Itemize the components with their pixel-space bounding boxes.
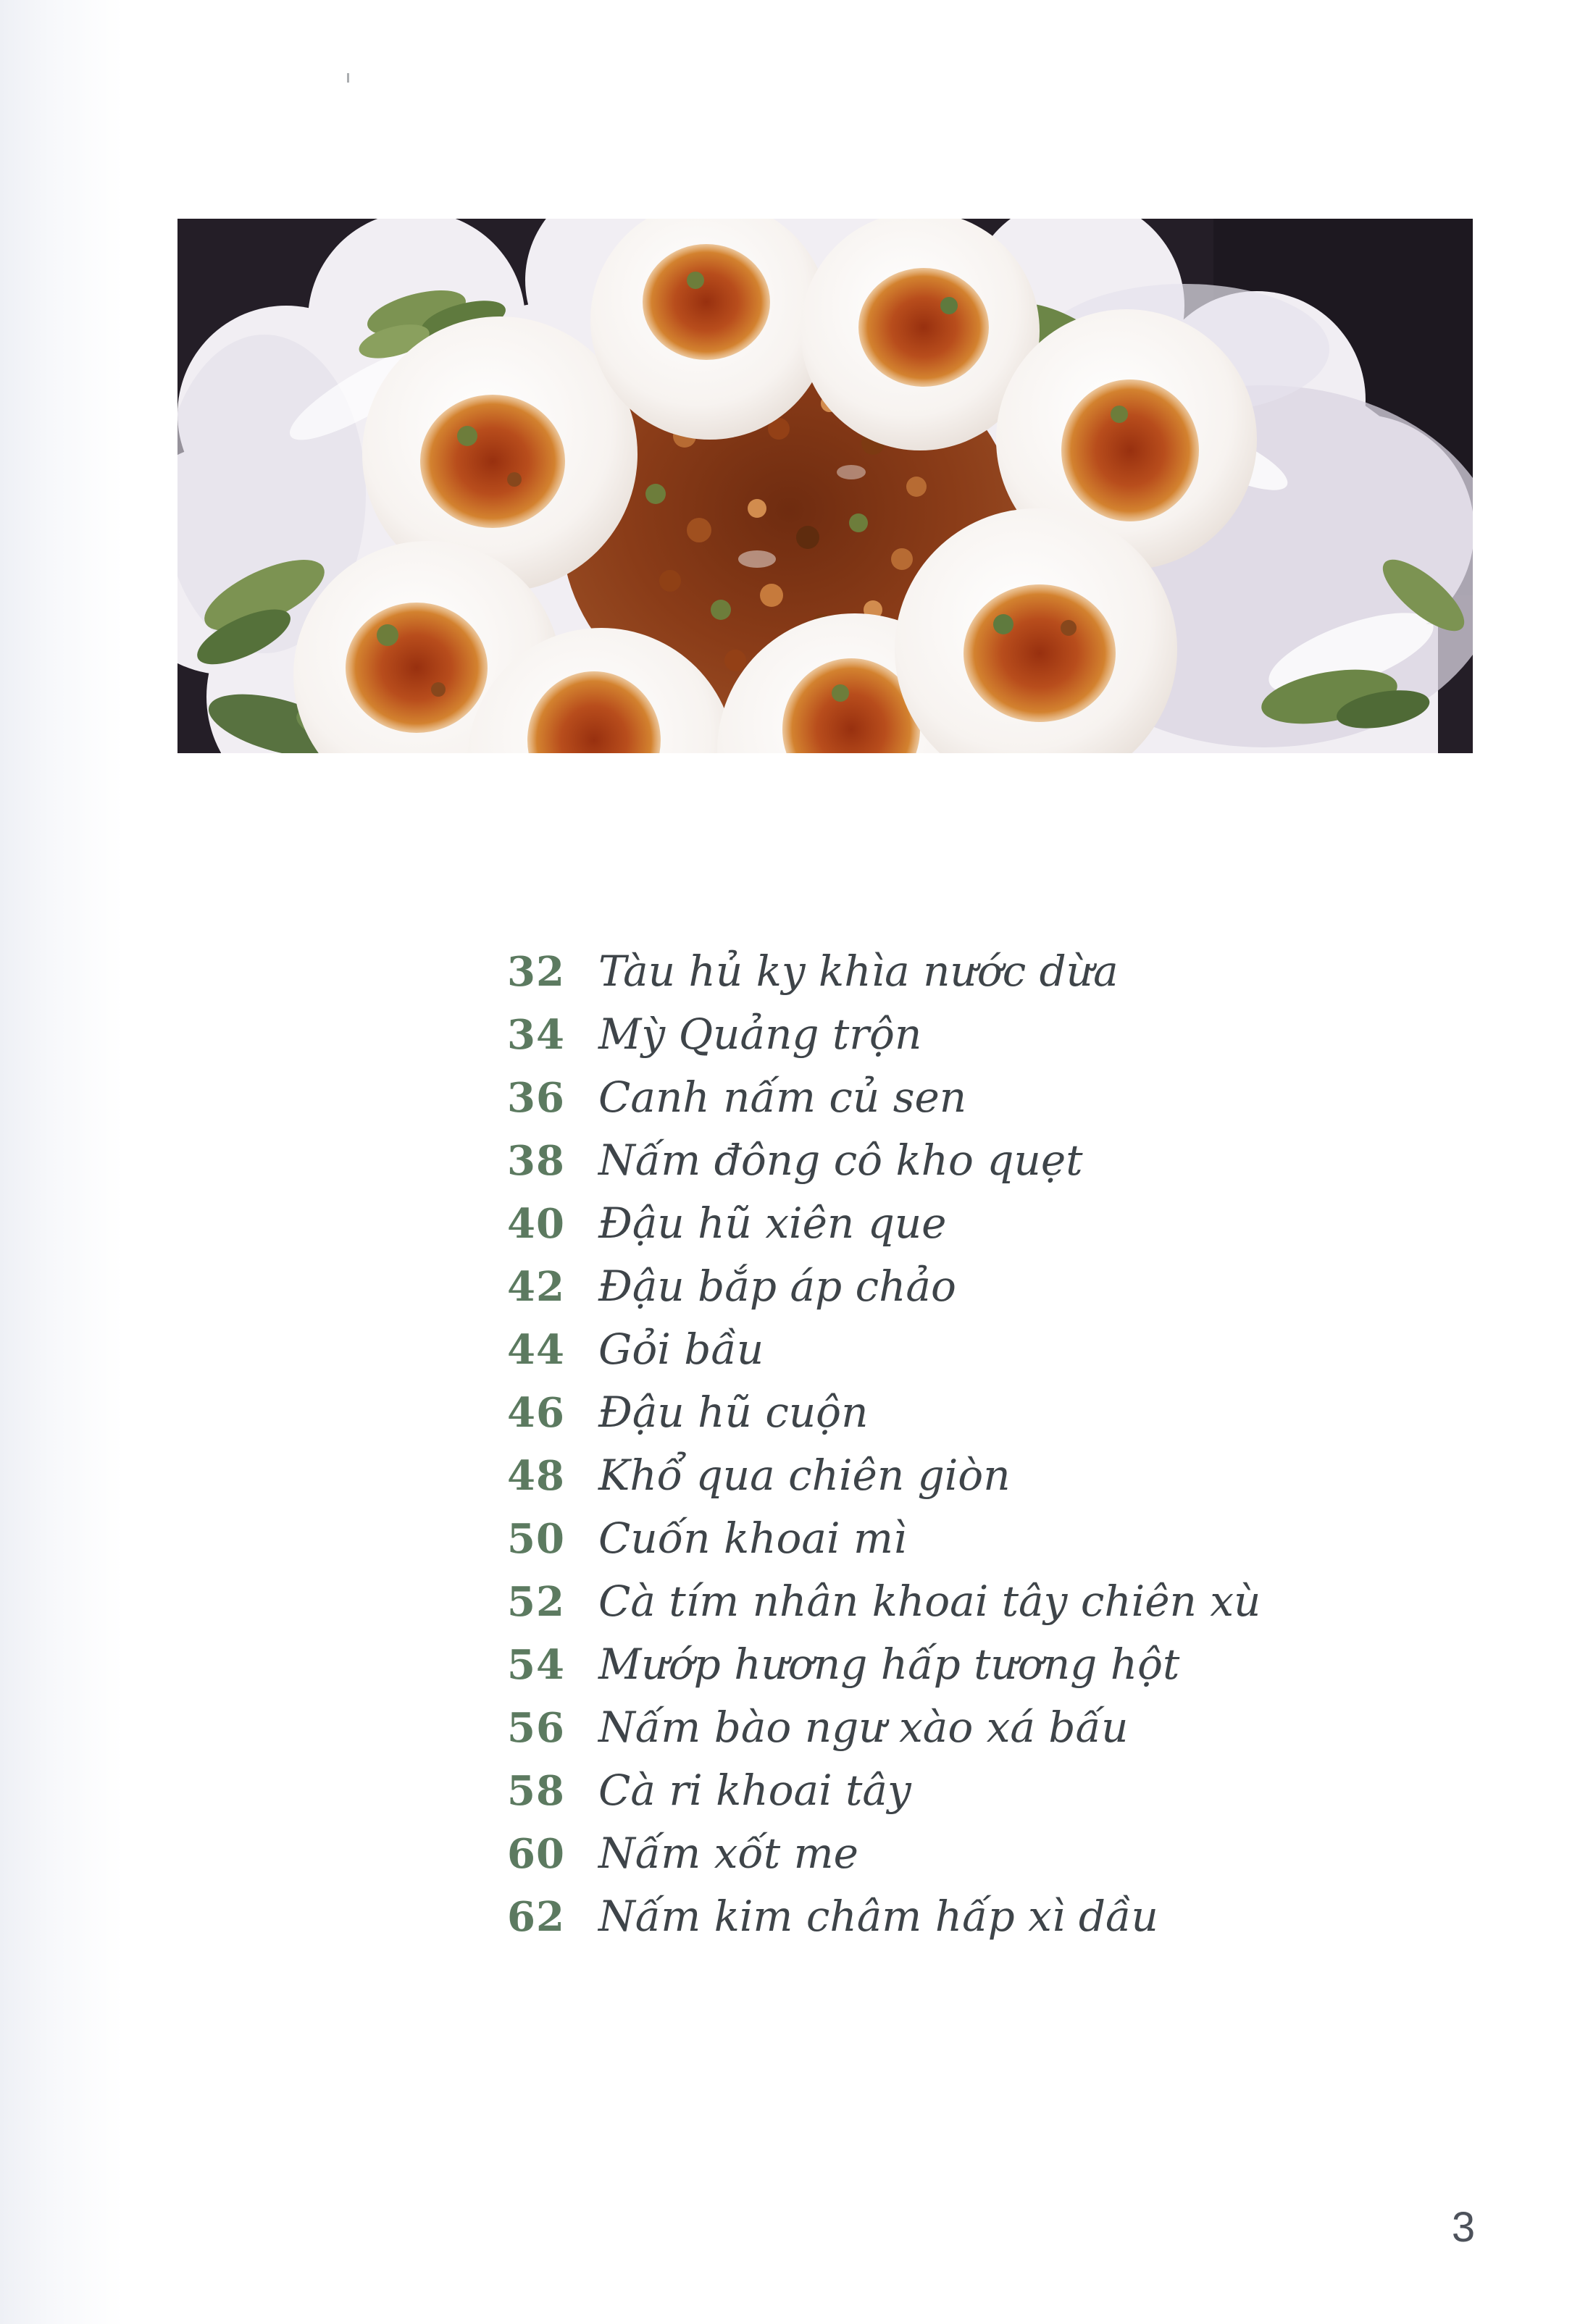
- toc-entry-title: Đậu hũ cuộn: [598, 1388, 869, 1437]
- toc-entry: [507, 1507, 1261, 1570]
- scan-artifact: [347, 73, 349, 83]
- dish-photo-illustration: [177, 219, 1473, 753]
- toc-entry-title: Nấm bào ngư xào xá bấu: [598, 1703, 1129, 1752]
- toc-entry-title: Mướp hương hấp tương hột: [598, 1640, 1180, 1689]
- toc-entry: [507, 1759, 1261, 1822]
- toc-entry: [507, 1129, 1261, 1192]
- toc-entry-page-number: 34: [507, 1011, 565, 1059]
- toc-entry-page-number: 60: [507, 1830, 565, 1878]
- toc-entry-title: Tàu hủ ky khìa nước dừa: [598, 947, 1119, 996]
- toc-entry-page-number: 40: [507, 1200, 565, 1248]
- toc-entry-title: Gỏi bầu: [598, 1325, 764, 1374]
- toc-entry-page-number: 36: [507, 1074, 565, 1122]
- toc-entry-page-number: 42: [507, 1263, 565, 1311]
- toc-entry-page-number: 38: [507, 1137, 565, 1185]
- toc-list: [507, 940, 1261, 1948]
- toc-entry: [507, 1696, 1261, 1759]
- toc-entry-page-number: 54: [507, 1641, 565, 1689]
- toc-entry-title: Nấm xốt me: [598, 1829, 858, 1878]
- toc-entry: [507, 940, 1261, 1003]
- toc-entry-title: Khổ qua chiên giòn: [598, 1451, 1011, 1500]
- toc-entry: [507, 1381, 1261, 1444]
- toc-entry: [507, 1255, 1261, 1318]
- toc-entry-page-number: 32: [507, 948, 565, 996]
- toc-entry-title: Canh nấm củ sen: [598, 1073, 967, 1122]
- toc-entry-title: Nấm đông cô kho quẹt: [598, 1136, 1083, 1185]
- toc-entry-page-number: 48: [507, 1452, 565, 1500]
- dish-photo: [177, 219, 1473, 753]
- toc-entry-page-number: 50: [507, 1515, 565, 1563]
- toc-entry: [507, 1885, 1261, 1948]
- toc-entry: [507, 1066, 1261, 1129]
- toc-entry-title: Đậu hũ xiên que: [598, 1199, 947, 1248]
- toc-entry-title: Cà tím nhân khoai tây chiên xù: [598, 1577, 1261, 1626]
- toc-entry-page-number: 44: [507, 1326, 565, 1374]
- toc-entry: [507, 1003, 1261, 1066]
- toc-entry: [507, 1192, 1261, 1255]
- toc-entry: [507, 1318, 1261, 1381]
- toc-entry: [507, 1570, 1261, 1633]
- toc-entry-page-number: 62: [507, 1893, 565, 1941]
- scan-edge-shadow: [0, 0, 123, 2324]
- toc-entry: [507, 1822, 1261, 1885]
- page-number: 3: [1451, 2204, 1476, 2251]
- toc-entry-page-number: 52: [507, 1578, 565, 1626]
- toc-entry-page-number: 58: [507, 1767, 565, 1815]
- toc-entry: [507, 1444, 1261, 1507]
- toc-entry: [507, 1633, 1261, 1696]
- toc-entry-page-number: 56: [507, 1704, 565, 1752]
- toc-entry-title: Nấm kim châm hấp xì dầu: [598, 1892, 1158, 1941]
- toc-entry-title: Cuốn khoai mì: [598, 1514, 907, 1563]
- toc-entry-title: Mỳ Quảng trộn: [598, 1010, 922, 1059]
- toc-entry-title: Đậu bắp áp chảo: [598, 1262, 956, 1311]
- toc-entry-page-number: 46: [507, 1389, 565, 1437]
- toc-entry-title: Cà ri khoai tây: [598, 1766, 911, 1815]
